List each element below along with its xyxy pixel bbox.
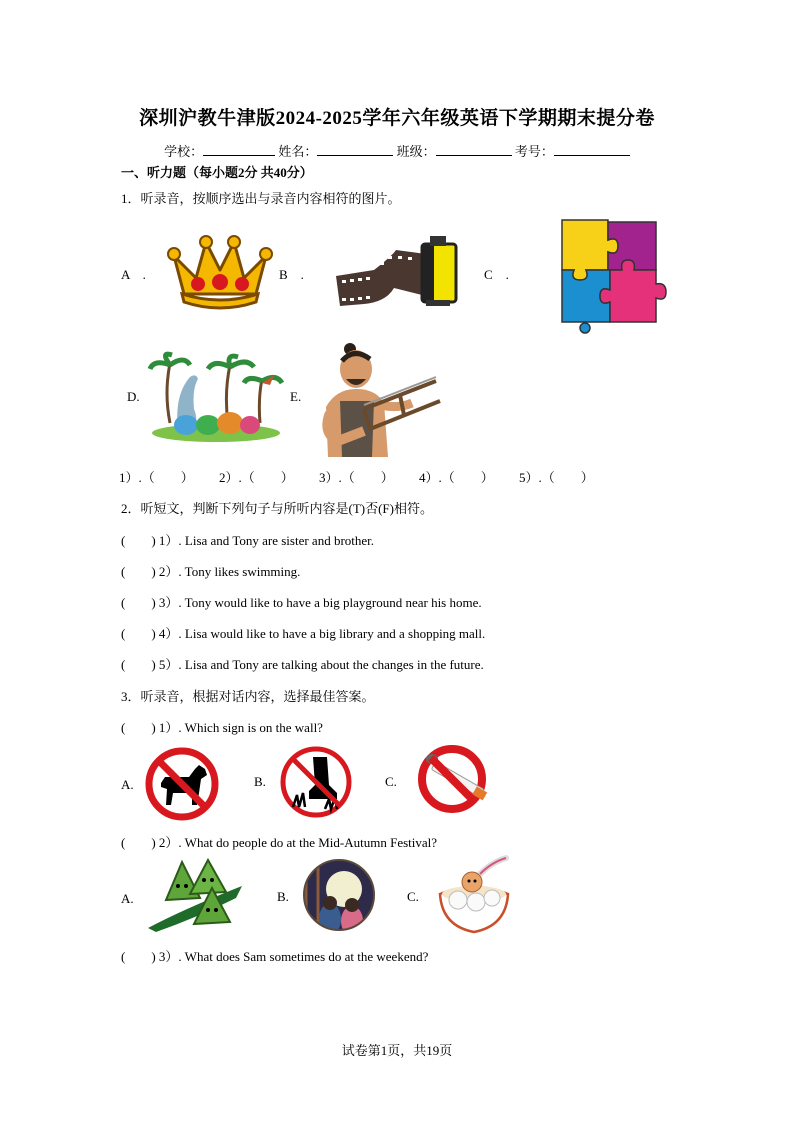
exam-no-blank[interactable] [554, 143, 630, 156]
class-label: 班级： [396, 144, 436, 159]
school-label: 学校： [164, 144, 204, 159]
saw-man-image [318, 343, 442, 457]
no-dogs-sign-icon [145, 747, 219, 821]
crown-image [168, 236, 272, 308]
question-2-stem: 2．听短文，判断下列句子与所听内容是(T)否(F)相符。 [121, 501, 433, 516]
name-label: 姓名： [278, 144, 318, 159]
q1-option-e-label: E. [290, 389, 302, 404]
q2-item-1: ( ) 1）. Lisa and Tony are sister and brother. [121, 533, 375, 548]
q3-1-option-c-label: C. [385, 774, 397, 789]
q1-answer-1[interactable]: 1）.（ ） [119, 470, 194, 485]
student-info-line [0, 141, 794, 160]
q2-item-5: ( ) 5）. Lisa and Tony are talking about the changes in the future. [121, 657, 484, 672]
page-title: 深圳沪教牛津版2024-2025学年六年级英语下学期期末提分卷 [139, 108, 655, 129]
q2-item-4: ( ) 4）. Lisa would like to have a big library and a shopping mall. [121, 626, 486, 641]
school-blank[interactable] [203, 143, 275, 156]
q3-2-option-b-label: B. [277, 889, 289, 904]
q1-answer-row [119, 467, 609, 486]
class-blank[interactable] [436, 143, 512, 156]
q1-answer-5[interactable]: 5）.（ ） [519, 470, 594, 485]
q1-answer-4[interactable]: 4）.（ ） [419, 470, 494, 485]
q1-option-b-label: B . [279, 267, 304, 282]
q3-2-option-c-label: C. [407, 889, 419, 904]
q1-answer-2[interactable]: 2）.（ ） [219, 470, 294, 485]
q3-sub-2: ( ) 2）. What do people do at the Mid-Autumn Festival? [121, 835, 438, 850]
puzzle-image [550, 212, 674, 334]
q2-item-3: ( ) 3）. Tony would like to have a big playground near his home. [121, 595, 482, 610]
q1-answer-3[interactable]: 3）.（ ） [319, 470, 394, 485]
q1-option-a-label: A . [121, 267, 146, 282]
film-roll-image [334, 232, 462, 312]
page-footer: 试卷第1页，共19页 [341, 1043, 453, 1058]
name-blank[interactable] [317, 143, 393, 156]
dinosaurs-image [150, 353, 282, 443]
no-trampling-sign-icon [279, 745, 353, 819]
q3-1-option-a-label: A. [121, 777, 134, 792]
tangyuan-image [436, 856, 512, 936]
zongzi-image [146, 858, 244, 934]
question-3-stem: 3．听录音，根据对话内容，选择最佳答案。 [121, 689, 375, 704]
q3-1-option-b-label: B. [254, 774, 266, 789]
q1-option-d-label: D. [127, 389, 140, 404]
question-1-stem: 1．听录音，按顺序选出与录音内容相符的图片。 [121, 191, 401, 206]
q2-item-2: ( ) 2）. Tony likes swimming. [121, 564, 301, 579]
q3-sub-1: ( ) 1）. Which sign is on the wall? [121, 720, 323, 735]
no-smoking-sign-icon [416, 745, 490, 815]
moon-viewing-image [302, 857, 376, 933]
q3-sub-3: ( ) 3）. What does Sam sometimes do at the weekend? [121, 949, 429, 964]
section-heading: 一、听力题（每小题2分 共40分） [121, 165, 313, 180]
exam-no-label: 考号： [514, 144, 554, 159]
q3-2-option-a-label: A. [121, 891, 134, 906]
q1-option-c-label: C . [484, 267, 509, 282]
